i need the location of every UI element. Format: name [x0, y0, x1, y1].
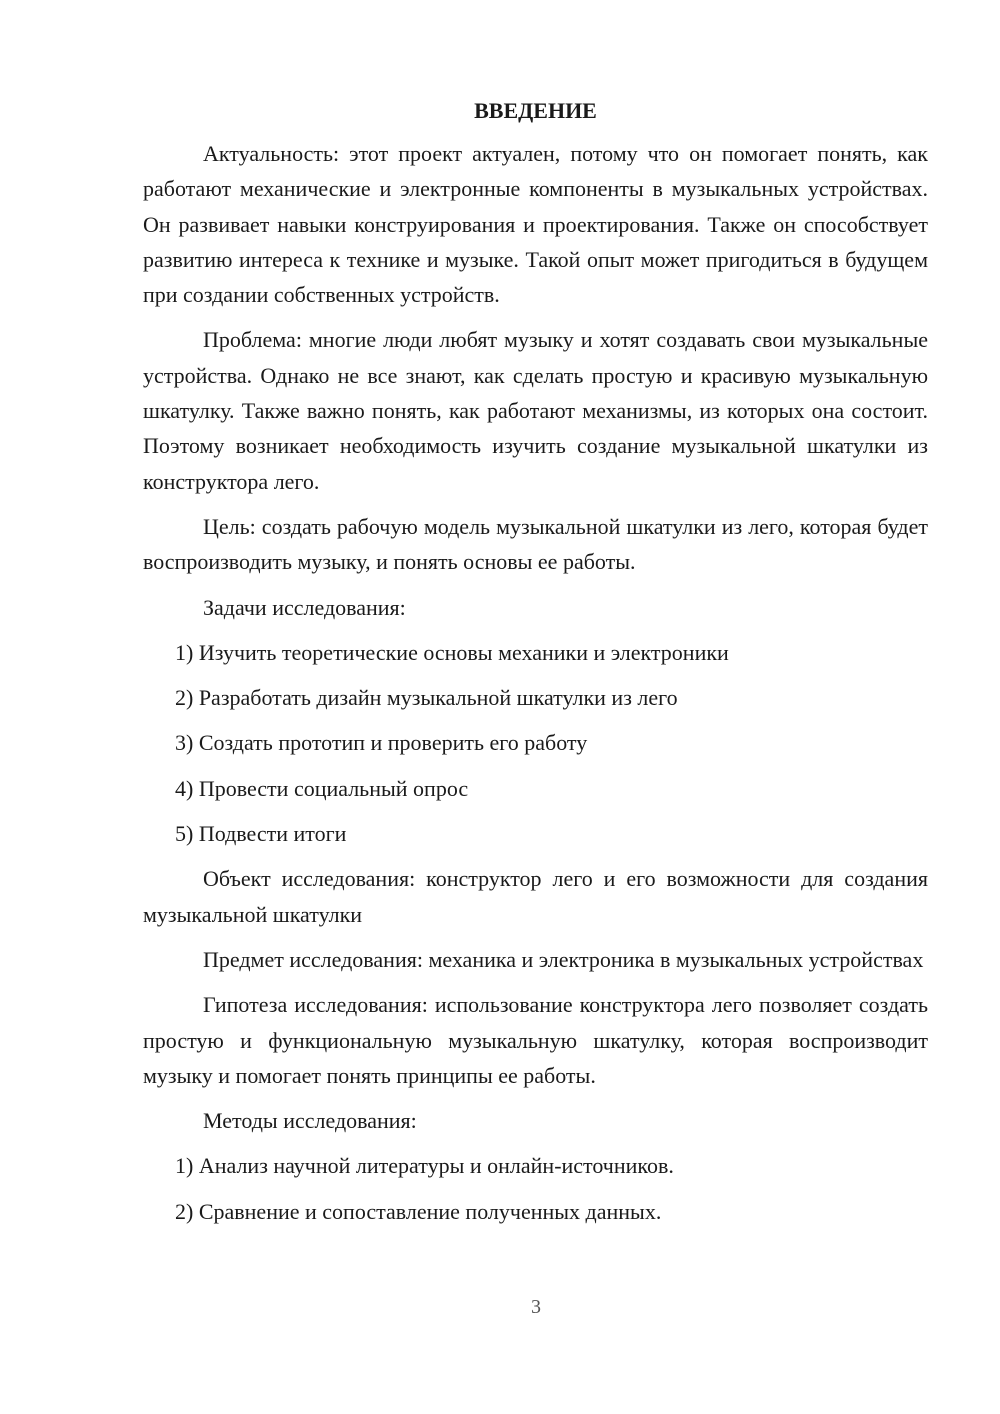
list-item: 2) Разработать дизайн музыкальной шкатулки из лего	[175, 685, 678, 711]
paragraph-goal: Цель: создать рабочую модель музыкальной шкатулки из лего, которая будет воспроизводить музыку, и понять основы ее работы.	[143, 513, 928, 575]
list-item: 3) Создать прототип и проверить его работу	[175, 730, 588, 756]
tasks-heading: Задачи исследования:	[203, 594, 406, 620]
list-item: 1) Изучить теоретические основы механики и электроники	[175, 639, 729, 665]
section-title: ВВЕДЕНИЕ	[474, 98, 597, 123]
list-item: 2) Сравнение и сопоставление полученных данных.	[175, 1198, 662, 1224]
paragraph-relevance: Актуальность: этот проект актуален, потому что он помогает понять, как работают механические и электронные компоненты в музыкальных устройствах. Он развивает навыки конструирования и проектирования. Также он способствует развитию интереса к технике и музыке. Такой опыт может пригодиться в будущем при создании собственных устройств.	[143, 141, 928, 308]
methods-heading: Методы исследования:	[203, 1108, 417, 1134]
paragraph-object: Объект исследования: конструктор лего и его возможности для создания музыкальной шкатулки	[143, 866, 928, 927]
list-item: 1) Анализ научной литературы и онлайн-источников.	[175, 1153, 674, 1179]
paragraph-subject: Предмет исследования: механика и электроника в музыкальных устройствах	[203, 946, 924, 972]
list-item: 4) Провести социальный опрос	[175, 775, 469, 801]
paragraph-problem: Проблема: многие люди любят музыку и хотят создавать свои музыкальные устройства. Однако не все знают, как сделать простую и красивую музыкальную шкатулку. Также важно понять, как работают механизмы, из которых она состоит. Поэтому возникает необходимость изучить создание музыкальной шкатулки из конструктора лего.	[143, 327, 928, 494]
page-content	[143, 96, 928, 1239]
page-number: 3	[531, 1296, 541, 1318]
list-item: 5) Подвести итоги	[175, 821, 347, 847]
paragraph-hypothesis: Гипотеза исследования: использование конструктора лего позволяет создать простую и функциональную музыкальную шкатулку, которая воспроизводит музыку и помогает понять принципы ее работы.	[143, 992, 928, 1088]
